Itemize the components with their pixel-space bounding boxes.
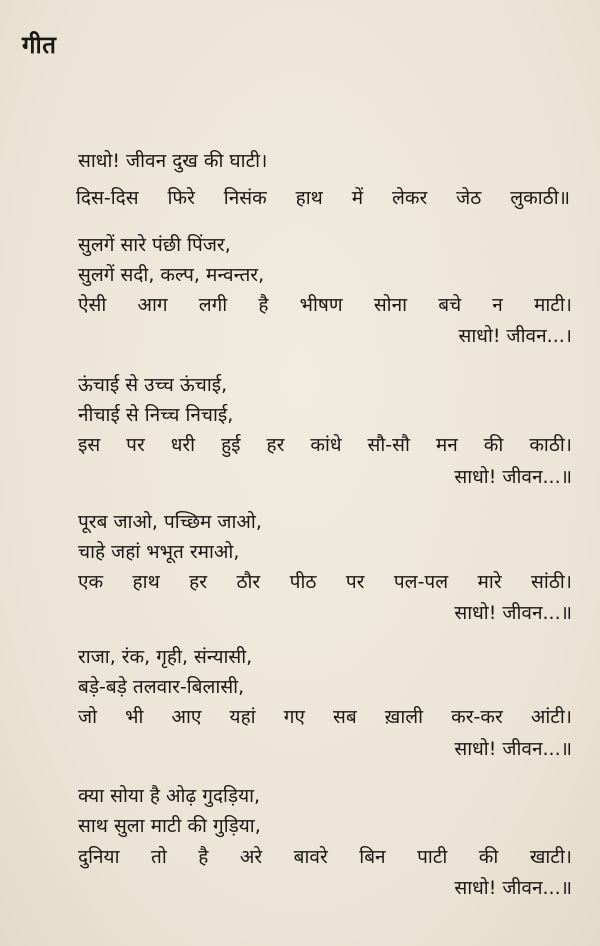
refrain-line: साधो! जीवन...॥ [454,877,572,899]
poem-line: दुनिया तो है अरे बावरे बिन पाटी की खाटी। [78,846,572,868]
poem-line: नीचाई से निच्च निचाई, [78,404,234,426]
poem-line: ऊंचाई से उच्च ऊंचाई, [78,374,228,396]
poem-line: बड़े-बड़े तलवार-बिलासी, [78,676,245,698]
poem-line: दिस-दिस फिरे निसंक हाथ में लेकर जेठ लुकाठी॥ [76,187,570,209]
refrain-line: साधो! जीवन...॥ [454,738,572,760]
poem-line: साथ सुला माटी की गुड़िया, [78,815,261,837]
refrain-line: साधो! जीवन...॥ [454,466,572,488]
poem-line: ऐसी आग लगी है भीषण सोना बचे न माटी। [78,294,572,316]
poem-line: पूरब जाओ, पच्छिम जाओ, [78,511,262,533]
poem-line: साधो! जीवन दुख की घाटी। [78,150,268,172]
poem-line: इस पर धरी हुई हर कांधे सौ-सौ मन की काठी। [78,434,572,456]
poem-line: क्या सोया है ओढ़ गुदड़िया, [78,785,261,807]
poem-line: सुलगें सारे पंछी पिंजर, [78,234,231,256]
refrain-line: साधो! जीवन...॥ [454,602,572,624]
poem-line: सुलगें सदी, कल्प, मन्वन्तर, [78,264,265,286]
poem-line: एक हाथ हर ठौर पीठ पर पल-पल मारे सांठी। [78,571,572,593]
poem-line: चाहे जहां भभूत रमाओ, [78,541,240,563]
refrain-line: साधो! जीवन...। [458,325,572,347]
poem-line: राजा, रंक, गृही, संन्यासी, [78,646,253,668]
poem-heading: गीत [22,31,57,59]
poem-line: जो भी आए यहां गए सब ख़ाली कर-कर आंटी। [78,706,572,728]
